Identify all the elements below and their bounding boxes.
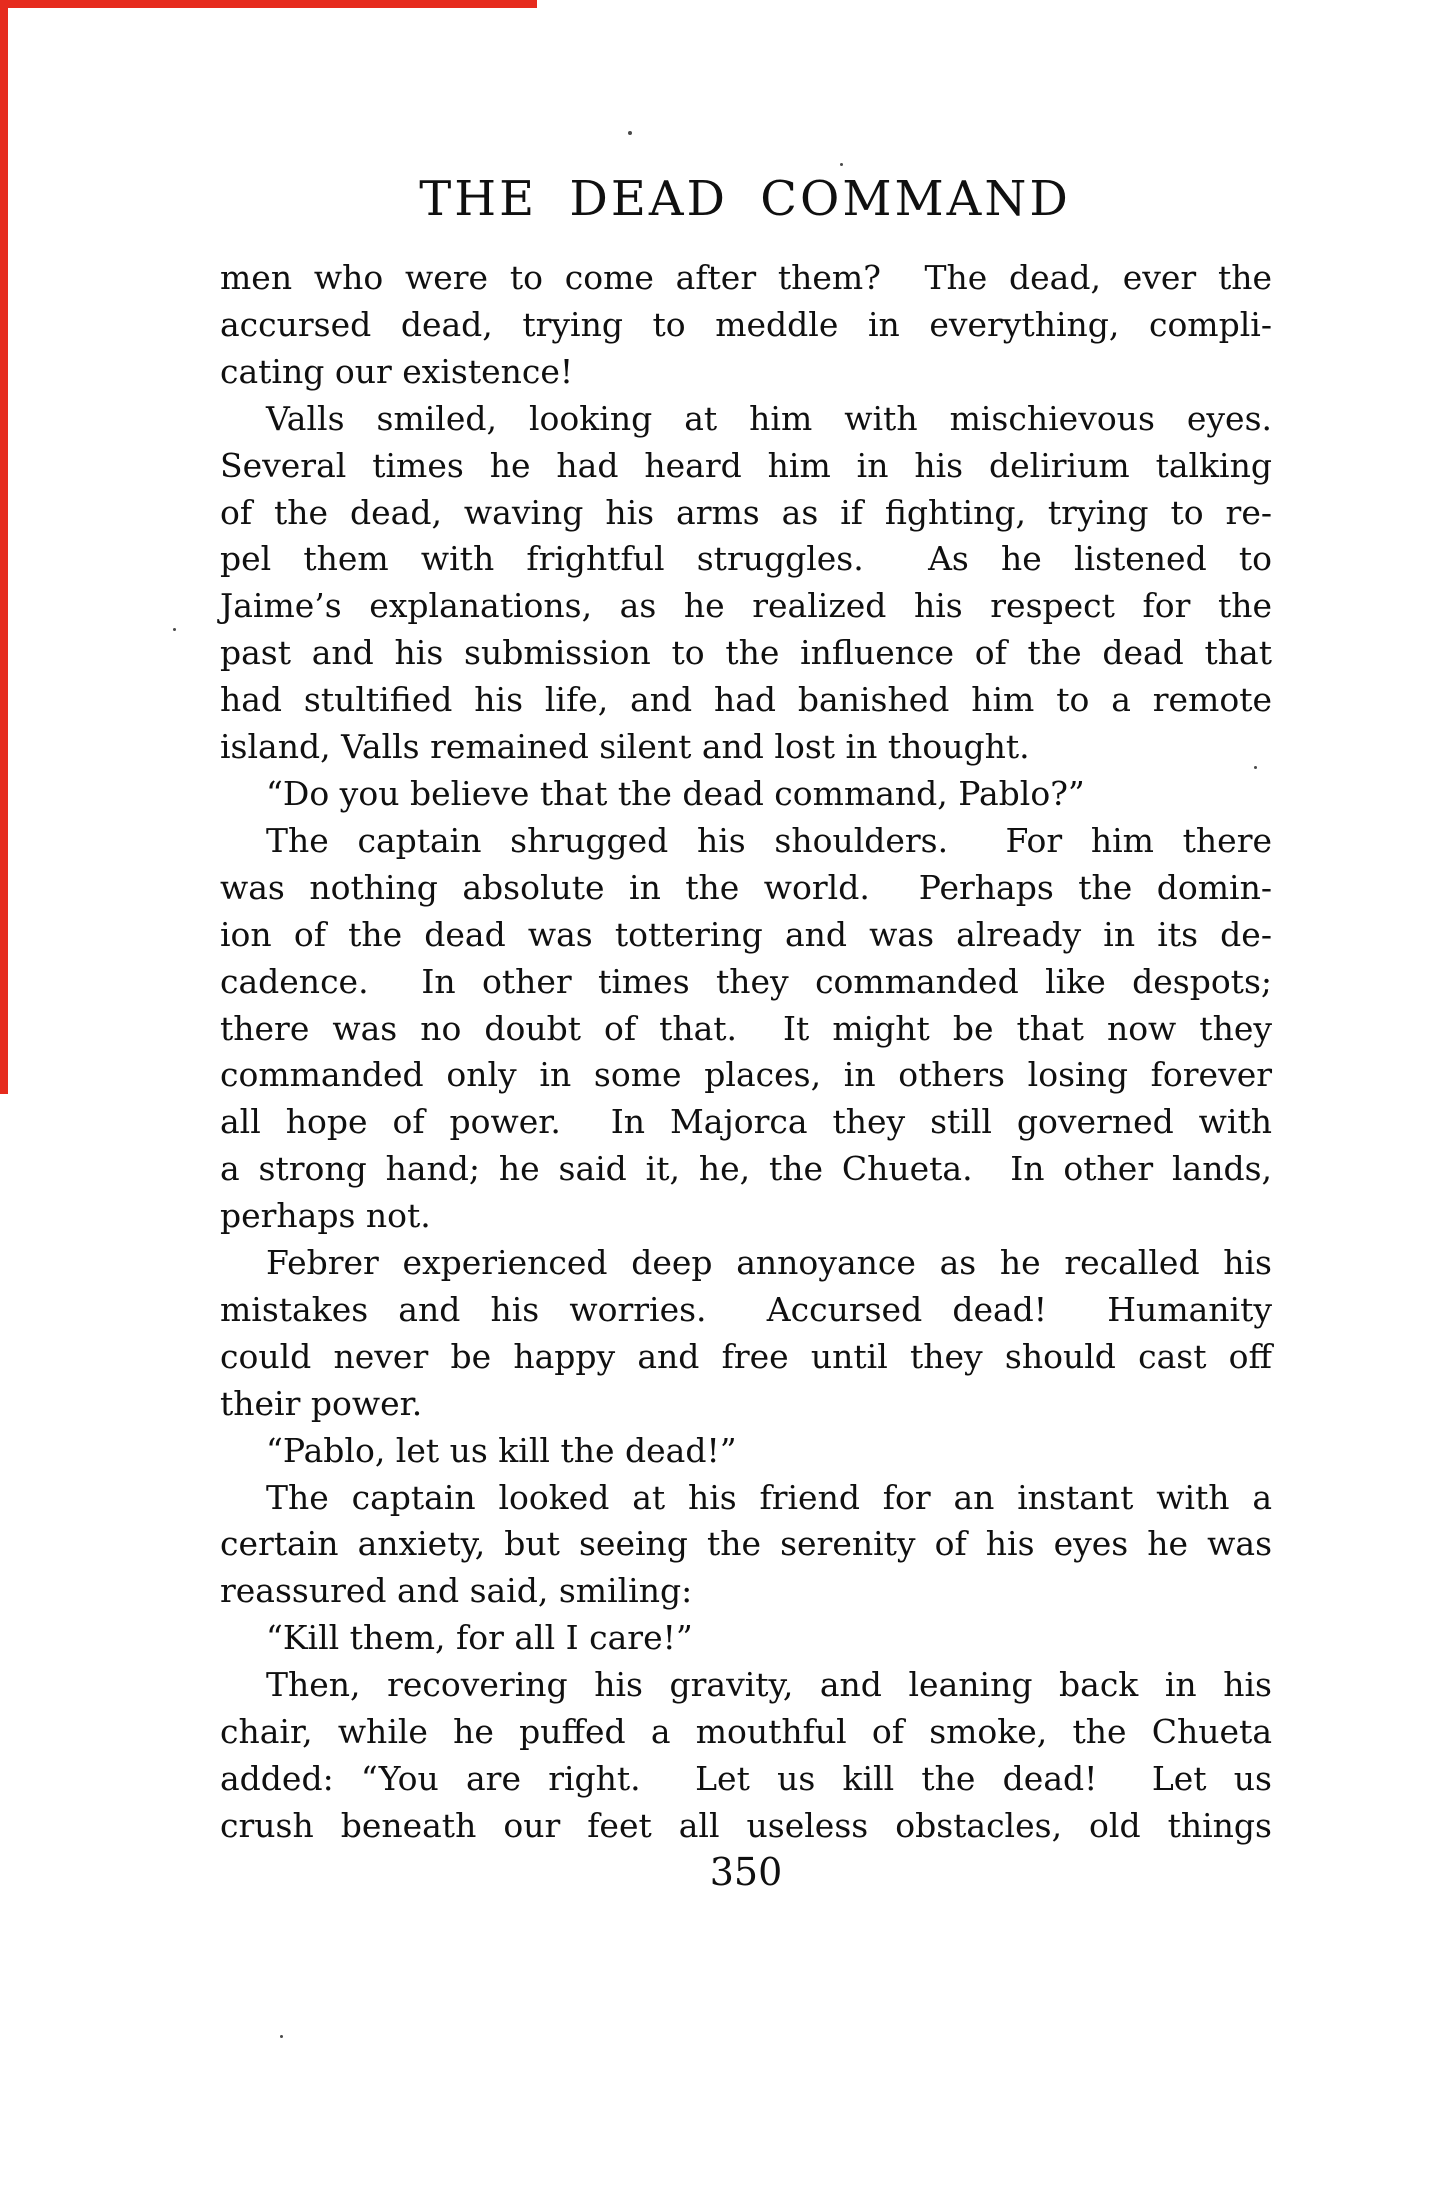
text-line: crush beneath our feet all useless obstacles, old things	[220, 1805, 1272, 1845]
text-line: perhaps not.	[220, 1196, 431, 1236]
text-line: of the dead, waving his arms as if fighting, trying to re-	[220, 492, 1272, 532]
text-line: Febrer experienced deep annoyance as he recalled his	[266, 1243, 1272, 1283]
page-number: 350	[709, 1850, 783, 1894]
text-line: ion of the dead was tottering and was already in its de-	[220, 914, 1272, 954]
text-line: could never be happy and free until they should cast off	[220, 1336, 1272, 1376]
scan-mark-top	[0, 0, 537, 8]
text-line: chair, while he puffed a mouthful of smoke, the Chueta	[220, 1712, 1272, 1752]
scan-speck	[280, 2035, 283, 2038]
text-line: Valls smiled, looking at him with mischievous eyes.	[266, 398, 1272, 438]
text-line: Several times he had heard him in his delirium talking	[220, 445, 1272, 485]
text-line: had stultified his life, and had banished him to a remote	[220, 680, 1272, 720]
text-line: was nothing absolute in the world. Perhaps the domin-	[220, 867, 1272, 907]
text-line: cadence. In other times they commanded like despots;	[220, 961, 1272, 1001]
text-line: “Do you believe that the dead command, Pablo?”	[266, 773, 1085, 813]
text-line: reassured and said, smiling:	[220, 1571, 693, 1611]
text-line: Then, recovering his gravity, and leaning back in his	[266, 1665, 1272, 1705]
text-line: accursed dead, trying to meddle in everything, compli-	[220, 304, 1272, 344]
text-line: added: “You are right. Let us kill the dead! Let us	[220, 1759, 1272, 1798]
text-line: pel them with frightful struggles. As he listened to	[220, 539, 1272, 579]
text-line: mistakes and his worries. Accursed dead! Humanity	[220, 1289, 1272, 1329]
scan-speck	[840, 163, 843, 166]
text-line: a strong hand; he said it, he, the Chueta. In other lands,	[220, 1149, 1272, 1189]
scan-speck	[628, 131, 632, 135]
text-line: The captain shrugged his shoulders. For him there	[266, 820, 1272, 860]
text-line: all hope of power. In Majorca they still governed with	[220, 1102, 1272, 1142]
page-body	[220, 255, 1272, 1850]
text-line: past and his submission to the influence of the dead that	[220, 633, 1272, 673]
scan-mark-left	[0, 0, 8, 1094]
text-line: commanded only in some places, in others losing forever	[220, 1055, 1272, 1095]
scan-speck	[1254, 766, 1257, 769]
text-line: certain anxiety, but seeing the serenity of his eyes he was	[220, 1524, 1272, 1564]
text-line: “Pablo, let us kill the dead!”	[266, 1430, 737, 1470]
text-line: “Kill them, for all I care!”	[266, 1618, 693, 1658]
text-line: men who were to come after them? The dead, ever the	[220, 258, 1272, 297]
text-line: The captain looked at his friend for an instant with a	[266, 1477, 1272, 1517]
scan-speck	[173, 628, 176, 631]
text-line: Jaime’s explanations, as he realized his respect for the	[220, 586, 1272, 626]
text-line: island, Valls remained silent and lost in thought.	[220, 727, 1030, 767]
text-line: their power.	[220, 1383, 423, 1423]
text-line: cating our existence!	[220, 351, 574, 391]
text-line: there was no doubt of that. It might be that now they	[220, 1008, 1272, 1048]
page-title: THE DEAD COMMAND	[419, 171, 1071, 227]
